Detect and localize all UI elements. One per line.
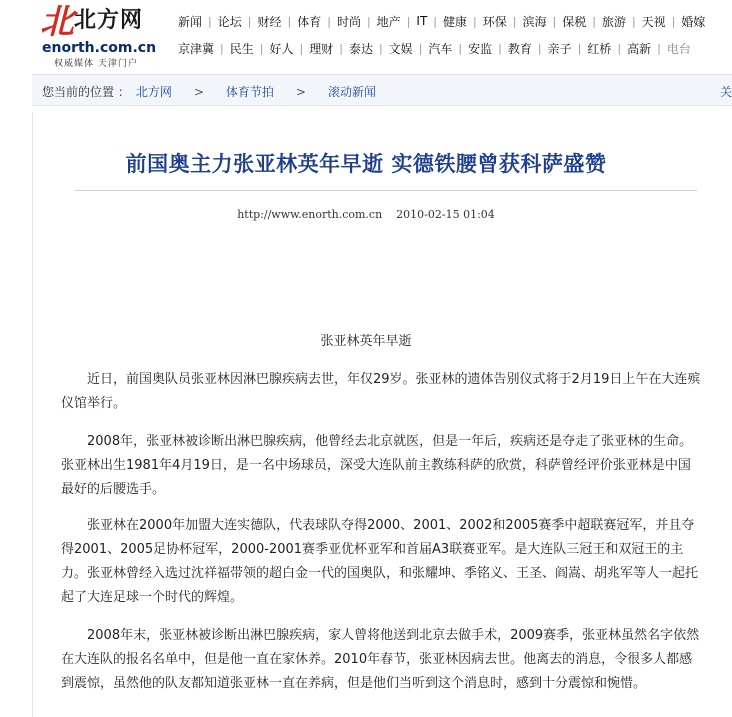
nav-item-jingjinji[interactable]: 京津冀 [178, 41, 215, 56]
nav-separator: | [247, 14, 252, 28]
breadcrumb-link-home[interactable]: 北方网 [135, 85, 172, 99]
breadcrumb-link-rolling-news[interactable]: 滚动新闻 [327, 85, 376, 99]
nav-separator: | [378, 41, 383, 55]
nav-separator: | [418, 41, 423, 55]
nav-separator: | [552, 14, 557, 28]
article-title: 前国奥主力张亚林英年早逝 实德铁腰曾获科萨盛赞 [125, 152, 607, 176]
article-paragraph: 近日，前国奥队员张亚林因淋巴腺疾病去世，年仅29岁。张亚林的遗体告别仪式将于2月19日上午在大连殡仪馆举行。 [61, 372, 701, 411]
nav-item-parenting[interactable]: 亲子 [547, 41, 572, 56]
nav-separator: | [537, 41, 542, 55]
nav-item-bonded[interactable]: 保税 [562, 14, 587, 29]
nav-item-auto[interactable]: 汽车 [428, 41, 453, 56]
nav-separator: | [287, 14, 292, 28]
nav-separator: | [339, 41, 343, 55]
article-date: 2010-02-15 01:04 [396, 208, 495, 221]
nav-item-hongqiao[interactable]: 红桥 [587, 41, 612, 56]
nav-item-health[interactable]: 健康 [443, 14, 468, 29]
nav-item-wedding[interactable]: 婚嫁 [681, 14, 706, 29]
nav-item-it[interactable]: IT [416, 14, 428, 28]
nav-separator: | [208, 14, 212, 28]
nav-separator: | [220, 41, 224, 55]
breadcrumb-right-link[interactable]: 关 [719, 85, 732, 99]
nav-separator: | [498, 41, 502, 55]
article-paragraph: 2008年末，张亚林被诊断出淋巴腺疾病，家人曾将他送到北京去做手术，2009赛季，张亚林虽然名字依然在大连队的报名名单中，但是他一直在家休养。2010年春节，张亚林因病去世。他离去的消息，令很多人都感到震惊，虽然他的队友都知道张亚林一直在养病，但是他们当听到这个消息时，感到十分震惊和惋惜。 [61, 628, 700, 691]
nav-item-safety[interactable]: 安监 [468, 41, 493, 56]
nav-separator: | [617, 41, 622, 55]
breadcrumb-label: 您当前的位置 ： [42, 85, 130, 99]
nav-item-livelihood[interactable]: 民生 [229, 41, 254, 56]
breadcrumb-bar [32, 74, 732, 106]
nav-separator: | [458, 41, 463, 55]
nav-item-entertainment[interactable]: 文娱 [388, 41, 413, 56]
breadcrumb-link-sports[interactable]: 体育节拍 [225, 85, 274, 99]
logo-tagline: 权威媒体 天津门户 [54, 59, 138, 69]
nav-item-radio[interactable]: 电台 [666, 41, 691, 56]
nav-item-education[interactable]: 教育 [507, 41, 532, 56]
nav-separator: | [473, 14, 477, 28]
nav-separator: | [406, 14, 411, 28]
nav-separator: | [657, 41, 661, 55]
article-subheading: 张亚林英年早逝 [320, 334, 412, 349]
nav-item-finance[interactable]: 财经 [257, 14, 282, 29]
site-logo[interactable] [40, 2, 170, 69]
nav-separator: | [259, 41, 264, 55]
logo-url: enorth.com.cn [42, 40, 157, 56]
breadcrumb-arrow: > [295, 84, 306, 99]
nav-separator: | [631, 14, 636, 28]
article-meta [33, 208, 699, 221]
article-container [32, 112, 732, 717]
nav-item-teda[interactable]: 泰达 [348, 41, 373, 56]
article-paragraph: 张亚林在2000年加盟大连实德队，代表球队夺得2000、2001、2002和2005赛季中超联赛冠军，并且夺得2001、2005足协杯冠军，2000-2001赛季亚优杯亚军和首届A3联赛亚军。是大连队三冠王和双冠王的主力。张亚林曾经入选过沈祥福带领的超白金一代的国奥队，和张耀坤、季铭义、王圣、阎嵩、胡兆军等人一起托起了大连足球一个时代的辉煌。 [61, 518, 699, 605]
article-source-url[interactable]: http://www.enorth.com.cn [237, 208, 383, 221]
breadcrumb-arrow: > [193, 84, 204, 99]
nav-separator: | [366, 14, 371, 28]
nav-item-news[interactable]: 新闻 [178, 14, 203, 29]
site-header [0, 0, 732, 72]
logo-mark: 北北方网 [40, 2, 144, 42]
article-paragraph: 2008年，张亚林被诊断出淋巴腺疾病，他曾经去北京就医，但是一年后，疾病还是夺走了张亚林的生命。张亚林出生1981年4月19日，是一名中场球员，深受大连队前主教练科萨的欣赏，科萨曾经评价张亚林是中国最好的后腰选手。 [61, 434, 693, 497]
nav-row-primary [172, 10, 711, 32]
nav-item-realestate[interactable]: 地产 [376, 14, 401, 29]
nav-item-binhai[interactable]: 滨海 [522, 14, 547, 29]
nav-item-tv[interactable]: 天视 [641, 14, 666, 29]
title-divider [75, 190, 697, 191]
nav-separator: | [327, 14, 331, 28]
nav-separator: | [592, 14, 596, 28]
nav-item-forum[interactable]: 论坛 [217, 14, 242, 29]
nav-item-hightech[interactable]: 高新 [627, 41, 652, 56]
breadcrumb [42, 83, 376, 100]
nav-row-secondary [172, 37, 697, 59]
nav-separator: | [512, 14, 517, 28]
nav-item-wealth[interactable]: 理财 [309, 41, 334, 56]
nav-separator: | [299, 41, 304, 55]
nav-item-fashion[interactable]: 时尚 [336, 14, 361, 29]
nav-item-travel[interactable]: 旅游 [601, 14, 626, 29]
nav-separator: | [671, 14, 676, 28]
nav-item-sports[interactable]: 体育 [297, 14, 322, 29]
nav-separator: | [577, 41, 582, 55]
nav-item-goodpeople[interactable]: 好人 [269, 41, 294, 56]
nav-separator: | [433, 14, 437, 28]
nav-item-environment[interactable]: 环保 [482, 14, 507, 29]
